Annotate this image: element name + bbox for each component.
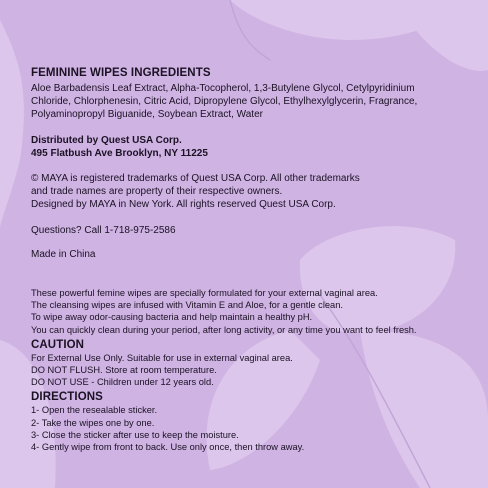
product-description — [31, 287, 471, 336]
ingredients-list — [31, 82, 471, 121]
directions-list — [31, 404, 471, 453]
distributor-name: Distributed by Quest USA Corp. — [31, 135, 182, 146]
ingredients-line: Aloe Barbadensis Leaf Extract, Alpha-Tocopherol, 1,3-Butylene Glycol, Cetylpyridinium — [31, 83, 415, 94]
country-of-origin: Made in China — [31, 249, 96, 260]
ingredients-section — [31, 66, 471, 121]
trademark-line: © MAYA is registered trademarks of Quest USA Corp. All other trademarks — [31, 173, 360, 184]
directions-heading: DIRECTIONS — [31, 391, 103, 404]
ingredients-line: Chloride, Chlorphenesin, Citric Acid, Dipropylene Glycol, Ethylhexylglycerin, Fragrance, — [31, 96, 418, 107]
directions-section — [31, 390, 471, 453]
description-line: You can quickly clean during your period, after long activity, or any time you want to feel fresh. — [31, 324, 417, 335]
caution-section — [31, 338, 471, 389]
caution-list — [31, 352, 471, 389]
caution-line: DO NOT USE - Children under 12 years old. — [31, 377, 214, 388]
distributor-info — [31, 135, 471, 160]
trademark-line: Designed by MAYA in New York. All rights reserved Quest USA Corp. — [31, 199, 336, 210]
questions-phone: Questions? Call 1-718-975-2586 — [31, 225, 176, 236]
petal-shape — [395, 0, 488, 71]
petal-shape — [0, 20, 24, 230]
ingredients-line: Polyaminopropyl Biguanide, Soybean Extract, Water — [31, 109, 263, 120]
ingredients-heading: FEMININE WIPES INGREDIENTS — [31, 67, 211, 79]
caution-heading: CAUTION — [31, 338, 85, 351]
caution-line: DO NOT FLUSH. Store at room temperature. — [31, 365, 217, 376]
trademark-notice — [31, 172, 471, 211]
direction-step: 4- Gently wipe from front to back. Use only once, then throw away. — [31, 442, 305, 453]
description-line: These powerful femine wipes are specially formulated for your external vaginal area. — [31, 288, 378, 298]
description-line: To wipe away odor-causing bacteria and help maintain a healthy pH. — [31, 312, 313, 323]
description-line: The cleansing wipes are infused with Vitamin E and Aloe, for a gentle clean. — [31, 300, 343, 311]
direction-step: 3- Close the sticker after use to keep the moisture. — [31, 429, 239, 440]
distributor-address: 495 Flatbush Ave Brooklyn, NY 11225 — [31, 147, 208, 159]
caution-line: For External Use Only. Suitable for use in external vaginal area. — [31, 352, 293, 363]
direction-step: 2- Take the wipes one by one. — [31, 417, 155, 428]
label-content — [31, 66, 471, 453]
direction-step: 1- Open the resealable sticker. — [31, 405, 158, 416]
trademark-line: and trade names are property of their respective owners. — [31, 186, 283, 197]
